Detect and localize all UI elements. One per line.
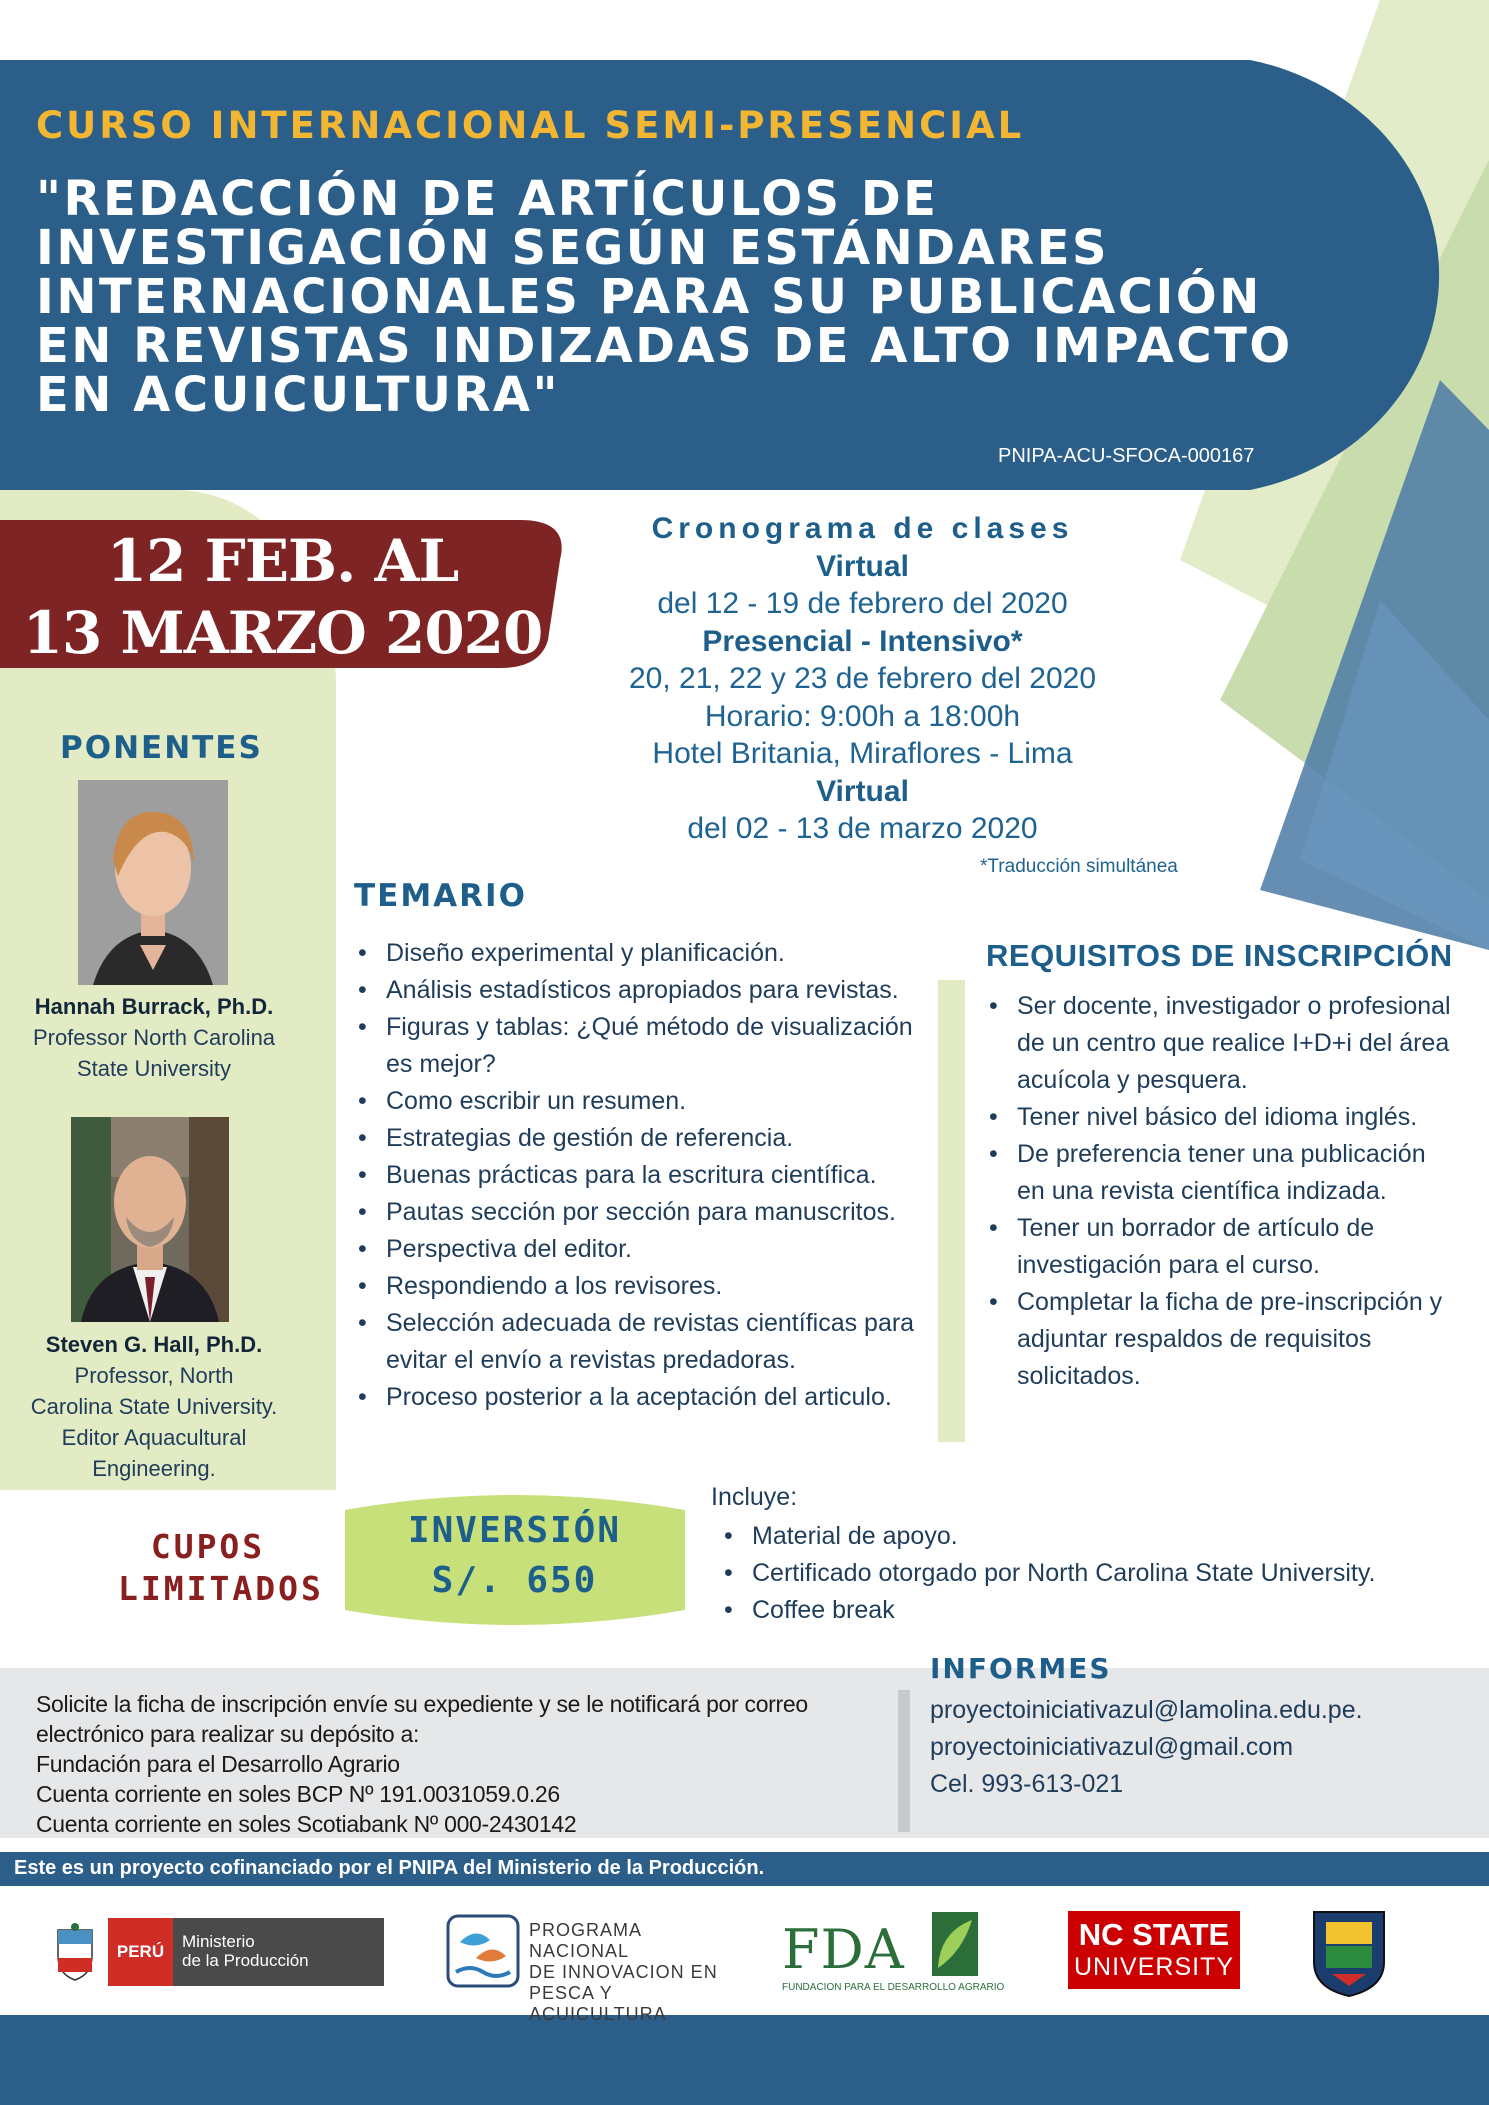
speaker-info	[4, 1329, 304, 1484]
unalm-shield-icon	[1308, 1906, 1390, 2000]
list-item: • Análisis estadísticos apropiados para revistas.	[354, 972, 934, 1009]
course-title-line: EN ACUICULTURA"	[36, 367, 561, 423]
fda-label: FDA	[782, 1918, 905, 1981]
course-title-line: INVESTIGACIÓN SEGÚN ESTÁNDARES	[36, 220, 1110, 276]
speaker-role-line: Professor North Carolina	[32, 1025, 276, 1050]
list-item: • Ser docente, investigador o profesional de un centro que realice I+D+i del área acuícola y pesquera.	[985, 988, 1455, 1099]
date-badge	[0, 525, 565, 669]
list-item: • Selección adecuada de revistas científicas para evitar el envío a revistas predadoras.	[354, 1305, 934, 1379]
limited-seats-label	[118, 1526, 324, 1610]
temario-list	[354, 935, 934, 1416]
course-title-line: EN REVISTAS INDIZADAS DE ALTO IMPACTO	[36, 318, 1293, 374]
speaker-role-line: Carolina State University.	[30, 1394, 278, 1419]
list-item: • De preferencia tener una publicación en una revista científica indizada.	[985, 1136, 1455, 1210]
contact-phone[interactable]: Cel. 993-613-021	[930, 1770, 1124, 1798]
schedule-presencial-label: Presencial - Intensivo*	[702, 624, 1023, 658]
includes-label: Incluye:	[711, 1483, 798, 1511]
list-item: • Tener un borrador de artículo de investigación para el curso.	[985, 1210, 1455, 1284]
price-badge	[342, 1506, 687, 1606]
pnipa-label: PROGRAMA NACIONAL DE INNOVACION EN PESCA Y ACUICULTURA	[529, 1920, 718, 2024]
ncstate-label: NC STATE	[1078, 1917, 1230, 1952]
date-line-1: 12 FEB. AL	[106, 527, 459, 595]
schedule-virtual-1-dates: del 12 - 19 de febrero del 2020	[657, 587, 1068, 620]
peru-label: PERÚ	[108, 1918, 173, 1986]
list-item: • Completar la ficha de pre-inscripción y adjuntar respaldos de requisitos solicitados.	[985, 1284, 1455, 1395]
price-label: INVERSIÓN	[407, 1510, 622, 1551]
ncstate-university-label: UNIVERSITY	[1073, 1953, 1235, 1981]
list-item: • Respondiendo a los revisores.	[354, 1268, 934, 1305]
deposit-line: Cuenta corriente en soles BCP Nº 191.0031059.0.26	[36, 1781, 560, 1807]
list-item: • Coffee break	[720, 1592, 1440, 1629]
cupos-line-1: CUPOS	[150, 1527, 266, 1566]
deposit-line: Cuenta corriente en soles Scotiabank Nº 000-2430142	[36, 1811, 577, 1837]
schedule-lugar: Hotel Britania, Miraflores - Lima	[652, 737, 1073, 770]
speaker-name: Hannah Burrack, Ph.D.	[34, 994, 274, 1019]
speaker-info	[4, 991, 304, 1084]
list-item: • Certificado otorgado por North Carolina State University.	[720, 1555, 1440, 1592]
class-schedule	[580, 510, 1145, 848]
list-item: • Tener nivel básico del idioma inglés.	[985, 1099, 1455, 1136]
requisitos-title: REQUISITOS DE INSCRIPCIÓN	[986, 938, 1453, 973]
speaker-photo-steven	[71, 1117, 229, 1322]
project-code: PNIPA-ACU-SFOCA-000167	[998, 445, 1255, 467]
deposit-line: Fundación para el Desarrollo Agrario	[36, 1751, 400, 1777]
deposit-line: electrónico para realizar su depósito a:	[36, 1721, 420, 1747]
contact-email[interactable]: proyectoiniciativazul@lamolina.edu.pe.	[930, 1696, 1363, 1724]
ministerio-label: Ministerio de la Producción	[182, 1932, 309, 1970]
schedule-presencial-dates: 20, 21, 22 y 23 de febrero del 2020	[628, 662, 1097, 695]
speaker-role-line: State University	[76, 1056, 232, 1081]
speaker-role-line: Professor, North	[74, 1363, 234, 1388]
list-item: • Estrategias de gestión de referencia.	[354, 1120, 934, 1157]
list-item: • Perspectiva del editor.	[354, 1231, 934, 1268]
deposit-line: Solicite la ficha de inscripción envíe su expediente y se le notificará por correo	[36, 1691, 808, 1717]
fda-logo	[782, 1912, 1005, 1996]
translation-note: *Traducción simultánea	[980, 856, 1178, 877]
price-value: S/. 650	[431, 1560, 598, 1601]
cofinancing-note: Este es un proyecto cofinanciado por el PNIPA del Ministerio de la Producción.	[14, 1857, 765, 1879]
schedule-horario: Horario: 9:00h a 18:00h	[704, 699, 1021, 733]
fda-leaf-icon	[932, 1912, 978, 1976]
peru-coat-of-arms-icon	[50, 1922, 100, 1982]
pnipa-logo	[446, 1914, 736, 2024]
ministerio-produccion-logo	[108, 1918, 384, 1986]
list-item: • Pautas sección por sección para manuscritos.	[354, 1194, 934, 1231]
list-item: • Buenas prácticas para la escritura científica.	[354, 1157, 934, 1194]
list-item: • Figuras y tablas: ¿Qué método de visualización es mejor?	[354, 1009, 934, 1083]
informes-title: INFORMES	[930, 1652, 1112, 1685]
speaker-name: Steven G. Hall, Ph.D.	[45, 1332, 263, 1357]
schedule-virtual-1-label: Virtual	[816, 549, 909, 583]
fda-sub-label: FUNDACION PARA EL DESARROLLO AGRARIO	[782, 1982, 1005, 1993]
pnipa-fish-icon	[446, 1914, 520, 1988]
cupos-line-2: LIMITADOS	[118, 1569, 324, 1608]
speaker-role-line: Engineering.	[92, 1456, 216, 1481]
nc-state-logo	[1068, 1911, 1240, 1989]
course-title-line: "REDACCIÓN DE ARTÍCULOS DE	[36, 171, 939, 227]
contact-info	[930, 1692, 1363, 1803]
contact-email[interactable]: proyectoiniciativazul@gmail.com	[930, 1733, 1294, 1761]
deposit-instructions	[36, 1689, 886, 1839]
speakers-title: PONENTES	[60, 730, 263, 766]
date-line-2: 13 MARZO 2020	[22, 599, 543, 667]
course-type-label: CURSO INTERNACIONAL SEMI-PRESENCIAL	[36, 104, 1025, 147]
schedule-virtual-2-dates: del 02 - 13 de marzo 2020	[687, 812, 1038, 845]
course-title	[36, 171, 1366, 423]
list-item: • Diseño experimental y planificación.	[354, 935, 934, 972]
course-title-line: INTERNACIONALES PARA SU PUBLICACIÓN	[36, 269, 1262, 325]
includes-list	[720, 1518, 1440, 1629]
requisitos-list	[985, 988, 1455, 1395]
speaker-role-line: Editor Aquacultural	[61, 1425, 247, 1450]
schedule-title: Cronograma de clases	[651, 512, 1074, 545]
temario-title: TEMARIO	[354, 878, 527, 914]
list-item: • Material de apoyo.	[720, 1518, 1440, 1555]
list-item: • Como escribir un resumen.	[354, 1083, 934, 1120]
schedule-virtual-2-label: Virtual	[816, 774, 909, 808]
speaker-photo-hannah	[78, 780, 228, 985]
list-item: • Proceso posterior a la aceptación del articulo.	[354, 1379, 934, 1416]
